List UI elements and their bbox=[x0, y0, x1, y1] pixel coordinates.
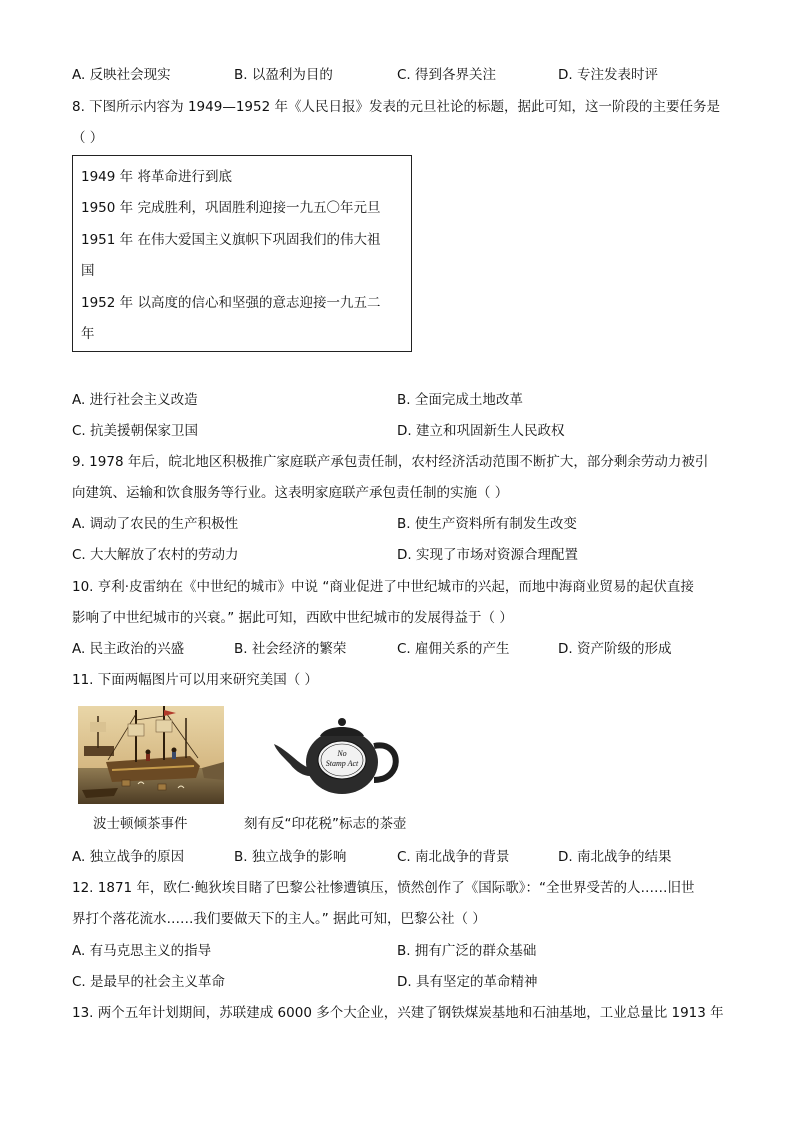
box-line-1951: 1951 年 在伟大爱国主义旗帜下巩固我们的伟大祖 bbox=[81, 232, 381, 248]
caption-boston-tea-party: 波士顿倾茶事件 bbox=[93, 816, 188, 832]
q12-option-b: B. 拥有广泛的群众基础 bbox=[397, 943, 537, 959]
q10-option-d: D. 资产阶级的形成 bbox=[558, 641, 672, 657]
q12-stem-line1: 12. 1871 年，欧仁·鲍狄埃目睹了巴黎公社惨遭镇压，愤然创作了《国际歌》：“全世界受苦的人……旧世 bbox=[72, 880, 695, 896]
q9-option-a: A. 调动了农民的生产积极性 bbox=[72, 516, 239, 532]
box-line-1952-cont: 年 bbox=[81, 326, 95, 342]
box-line-1952: 1952 年 以高度的信心和坚强的意志迎接一九五二 bbox=[81, 295, 381, 311]
q9-option-d: D. 实现了市场对资源合理配置 bbox=[397, 547, 578, 563]
q7-option-a: A. 反映社会现实 bbox=[72, 67, 171, 83]
q11-stem: 11. 下面两幅图片可以用来研究美国（ ） bbox=[72, 672, 319, 688]
q12-stem-line2: 界打个落花流水……我们要做天下的主人。” 据此可知，巴黎公社（ ） bbox=[72, 911, 486, 927]
q11-option-c: C. 南北战争的背景 bbox=[397, 849, 510, 865]
boston-tea-party-illustration bbox=[78, 706, 224, 804]
q8-editorial-titles-box bbox=[72, 155, 412, 352]
q9-option-b: B. 使生产资料所有制发生改变 bbox=[397, 516, 577, 532]
teapot-label-line2: Stamp Act bbox=[325, 759, 359, 768]
q8-option-a: A. 进行社会主义改造 bbox=[72, 392, 198, 408]
q7-option-c: C. 得到各界关注 bbox=[397, 67, 497, 83]
q10-stem-line1: 10. 亨利·皮雷纳在《中世纪的城市》中说 “商业促进了中世纪城市的兴起，而地中海商业贸易的起伏直接 bbox=[72, 579, 694, 595]
q13-stem-line1: 13. 两个五年计划期间，苏联建成 6000 多个大企业，兴建了钢铁煤炭基地和石油基地，工业总量比 1913 年 bbox=[72, 1005, 724, 1021]
q12-option-a: A. 有马克思主义的指导 bbox=[72, 943, 212, 959]
q8-option-c: C. 抗美援朝保家卫国 bbox=[72, 423, 199, 439]
teapot-illustration bbox=[270, 706, 412, 804]
q9-option-c: C. 大大解放了农村的劳动力 bbox=[72, 547, 239, 563]
q8-option-d: D. 建立和巩固新生人民政权 bbox=[397, 423, 565, 439]
anti-stamp-act-teapot-image bbox=[270, 706, 412, 804]
box-line-1950: 1950 年 完成胜利，巩固胜利迎接一九五〇年元旦 bbox=[81, 200, 381, 216]
q11-option-d: D. 南北战争的结果 bbox=[558, 849, 672, 865]
q11-option-a: A. 独立战争的原因 bbox=[72, 849, 185, 865]
box-line-1949: 1949 年 将革命进行到底 bbox=[81, 169, 232, 185]
caption-teapot: 刻有反“印花税”标志的茶壶 bbox=[244, 816, 407, 832]
q9-stem-line2: 向建筑、运输和饮食服务等行业。这表明家庭联产承包责任制的实施（ ） bbox=[72, 485, 509, 501]
q12-option-c: C. 是最早的社会主义革命 bbox=[72, 974, 226, 990]
box-line-1951-cont: 国 bbox=[81, 263, 95, 279]
q10-option-b: B. 社会经济的繁荣 bbox=[234, 641, 347, 657]
boston-tea-party-image bbox=[78, 706, 224, 804]
q10-option-c: C. 雇佣关系的产生 bbox=[397, 641, 510, 657]
q10-option-a: A. 民主政治的兴盛 bbox=[72, 641, 185, 657]
q7-option-d: D. 专注发表时评 bbox=[558, 67, 658, 83]
q8-stem-line1: 8. 下图所示内容为 1949—1952 年《人民日报》发表的元旦社论的标题，据此可知，这一阶段的主要任务是 bbox=[72, 99, 720, 115]
q8-option-b: B. 全面完成土地改革 bbox=[397, 392, 523, 408]
teapot-label-line1: No bbox=[337, 749, 347, 758]
q7-option-b: B. 以盈利为目的 bbox=[234, 67, 333, 83]
q10-stem-line2: 影响了中世纪城市的兴衰。” 据此可知，西欧中世纪城市的发展得益于（ ） bbox=[72, 610, 513, 626]
q9-stem-line1: 9. 1978 年后，皖北地区积极推广家庭联产承包责任制，农村经济活动范围不断扩大，部分剩余劳动力被引 bbox=[72, 454, 709, 470]
q12-option-d: D. 具有坚定的革命精神 bbox=[397, 974, 538, 990]
q8-stem-line2: （ ） bbox=[72, 130, 104, 146]
q11-option-b: B. 独立战争的影响 bbox=[234, 849, 347, 865]
